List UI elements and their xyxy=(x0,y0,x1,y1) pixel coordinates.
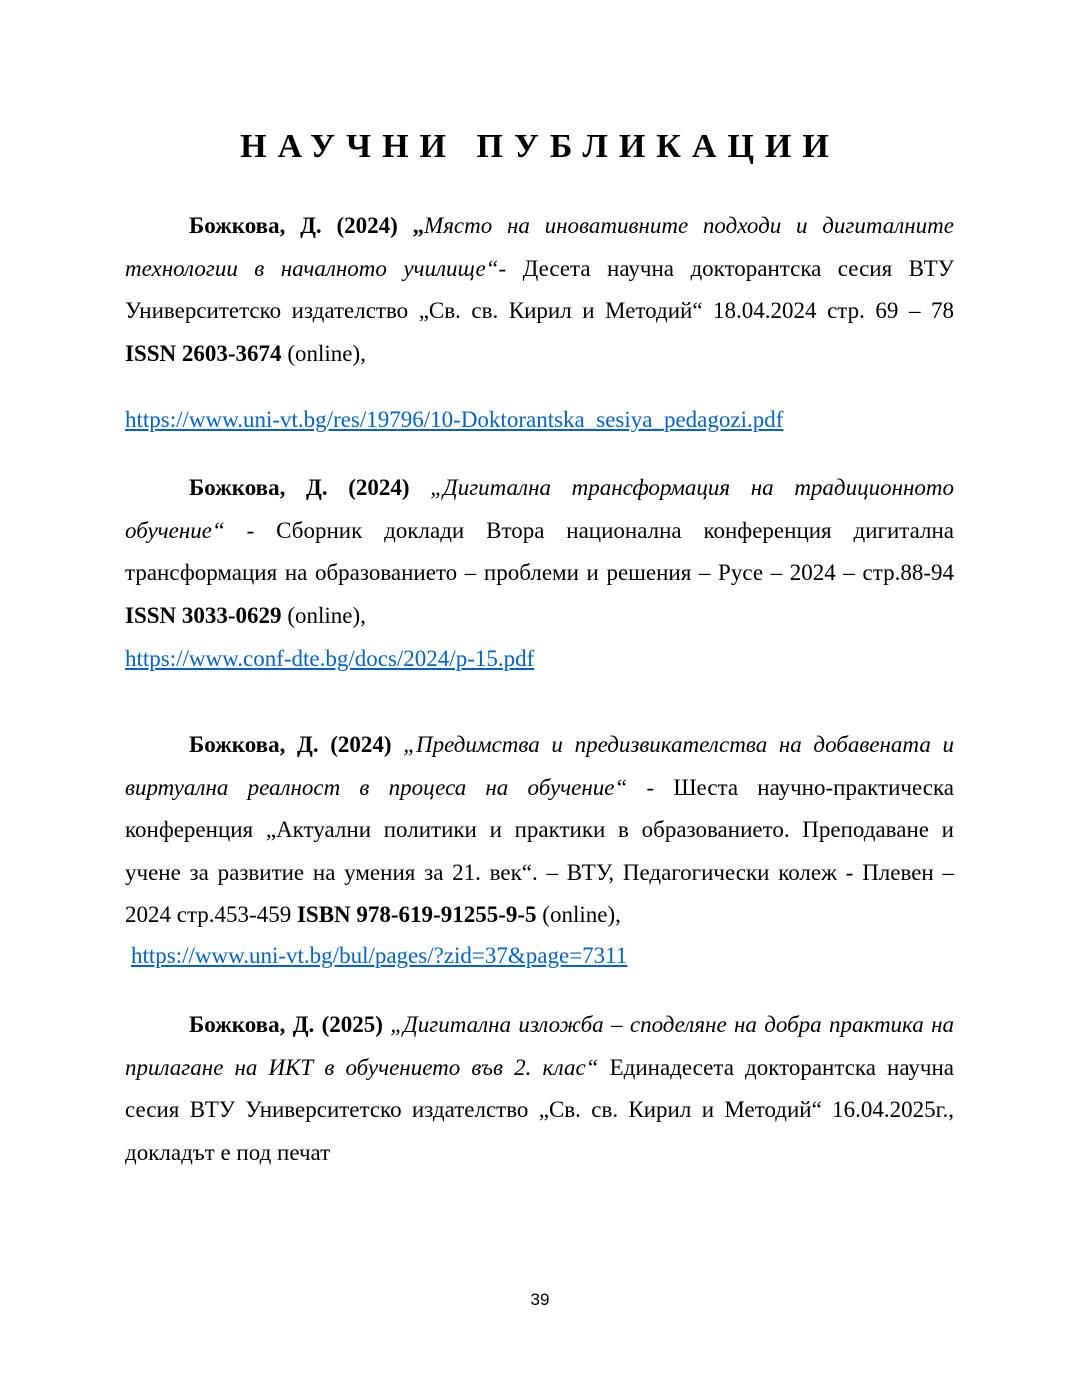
publication-issn: ISSN 2603-3674 xyxy=(125,340,282,366)
publication-details: - Сборник доклади Втора национална конференция дигитална трансформация на образованието – проблеми и решения – Русе – 2024 – стр.88-94 xyxy=(125,517,954,585)
publication-entry xyxy=(125,467,954,637)
publication-format: (online), xyxy=(281,340,366,366)
publication-author: Божкова, Д. (2024) „ xyxy=(189,213,425,238)
publication-title: „Дигитална изложба – споделяне на добра практика на прилагане на ИКТ в обучението във 2. клас“ xyxy=(125,1012,955,1080)
publication-details: - Десета научна докторантска сесия ВТУ Университетско издателство „Св. св. Кирил и Методий“ 18.04.2024 стр. 69 – 78 xyxy=(125,255,955,323)
publication-details: Единадесета докторантска научна сесия ВТУ Университетско издателство „Св. св. Кирил и Методий“ 16.04.2025г., докладът е под печат xyxy=(125,1054,954,1165)
publication-issn: ISBN 978-619-91255-9-5 xyxy=(296,902,537,927)
publication-title: „Дигитална трансформация на традиционното обучение“ xyxy=(125,475,954,543)
publication-entry xyxy=(125,205,954,375)
publication-link[interactable]: https://www.uni-vt.bg/bul/pages/?zid=37&page=7311 xyxy=(131,943,628,968)
publication-details: - Шеста научно-практическа конференция „Актуални политики и практики в образованието. Преподаване и учене за развитие на умения за 21. век“. – ВТУ, Педагогически колеж - Плевен – 2024 стр.453-459 xyxy=(125,774,954,927)
page-title: НАУЧНИ ПУБЛИКАЦИИ xyxy=(240,128,840,165)
publication-link[interactable]: https://www.conf-dte.bg/docs/2024/p-15.pdf xyxy=(125,646,535,671)
publication-format: (online), xyxy=(536,902,621,927)
publication-author: Божкова, Д. (2024) xyxy=(189,732,404,757)
publication-format: (online), xyxy=(281,602,366,628)
publication-author: Божкова, Д. (2025) xyxy=(189,1012,391,1037)
publication-title: „Предимства и предизвикателства на добавената и виртуална реалност в процеса на обучение“ xyxy=(125,732,954,800)
publication-entry xyxy=(125,1004,954,1174)
publication-title: Място на иновативните подходи и дигиталните технологии в началното училище“ xyxy=(125,213,955,281)
publication-entry xyxy=(125,724,954,937)
publication-issn: ISSN 3033-0629 xyxy=(125,602,282,628)
page-number: 39 xyxy=(530,1290,550,1309)
publication-link[interactable]: https://www.uni-vt.bg/res/19796/10-Doktorantska_sesiya_pedagozi.pdf xyxy=(125,407,784,432)
publication-author: Божкова, Д. (2024) xyxy=(189,475,431,500)
